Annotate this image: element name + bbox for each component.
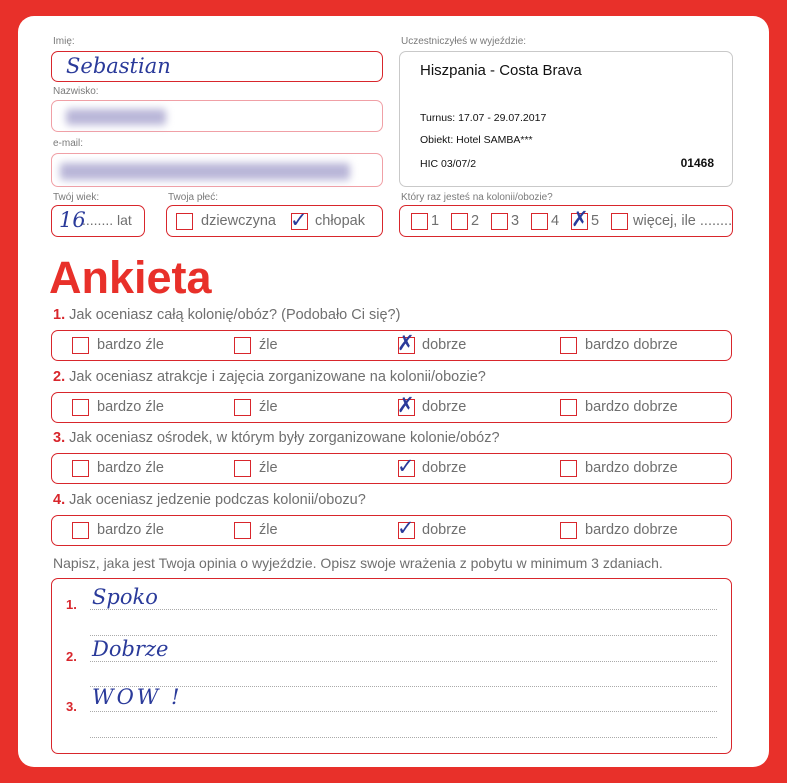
- which-time-label: Który raz jesteś na kolonii/obozie?: [401, 192, 553, 203]
- gender-label: Twoja płeć:: [168, 192, 219, 203]
- rating-row-1: [51, 330, 732, 361]
- rating-row-4: [51, 515, 732, 546]
- rating-checkbox[interactable]: [234, 399, 251, 416]
- times-checkbox-more[interactable]: [611, 213, 628, 230]
- cross-mark-icon: ✗: [397, 393, 415, 417]
- rating-checkbox[interactable]: [72, 522, 89, 539]
- question-number: 1.: [53, 307, 66, 323]
- times-option-more: więcej, ile ........: [633, 213, 733, 229]
- times-option-1: 1: [431, 213, 440, 229]
- question-3: [53, 430, 500, 446]
- times-option-2: 2: [471, 213, 480, 229]
- rating-option: dobrze: [422, 337, 467, 353]
- opinion-answer-2: Dobrze: [92, 637, 169, 661]
- question-2: [53, 369, 486, 385]
- survey-sheet: [18, 16, 769, 767]
- trip-info-box: [399, 51, 733, 187]
- opinion-dotted-line: [90, 737, 717, 738]
- rating-option: źle: [259, 399, 278, 415]
- surname-label: Nazwisko:: [53, 86, 99, 97]
- rating-checkbox[interactable]: [560, 399, 577, 416]
- name-label: Imię:: [53, 36, 75, 47]
- rating-option: bardzo dobrze: [585, 460, 678, 476]
- question-text: Jak oceniasz całą kolonię/obóz? (Podobało Ci się?): [69, 307, 401, 323]
- opinion-line-number: 2.: [66, 649, 77, 664]
- rating-option: bardzo dobrze: [585, 522, 678, 538]
- opinion-area[interactable]: [51, 578, 732, 754]
- age-suffix: ........ lat: [82, 212, 132, 228]
- email-label: e-mail:: [53, 138, 84, 149]
- age-handwriting: 16: [59, 208, 86, 232]
- opinion-answer-3: WOW !: [92, 685, 183, 709]
- surname-field[interactable]: [51, 100, 383, 132]
- rating-row-3: [51, 453, 732, 484]
- question-number: 4.: [53, 492, 66, 508]
- question-4: [53, 492, 366, 508]
- trip-title: Hiszpania - Costa Brava: [420, 62, 582, 79]
- cross-mark-icon: ✗: [397, 331, 415, 355]
- times-checkbox-1[interactable]: [411, 213, 428, 230]
- trip-number: 01468: [680, 156, 714, 170]
- rating-option: dobrze: [422, 460, 467, 476]
- trip-obiekt: Obiekt: Hotel SAMBA***: [420, 134, 533, 146]
- times-checkbox-3[interactable]: [491, 213, 508, 230]
- name-handwriting: Sebastian: [66, 54, 171, 78]
- gender-field: [166, 205, 383, 237]
- opinion-answer-1: Spoko: [92, 585, 158, 609]
- rating-option: bardzo dobrze: [585, 399, 678, 415]
- rating-checkbox[interactable]: [72, 337, 89, 354]
- rating-checkbox[interactable]: [234, 522, 251, 539]
- question-text: Jak oceniasz atrakcje i zajęcia zorganizowane na kolonii/obozie?: [69, 369, 486, 385]
- email-redaction: [60, 163, 350, 180]
- surname-redaction: [66, 109, 166, 125]
- rating-row-2: [51, 392, 732, 423]
- rating-option: bardzo źle: [97, 337, 164, 353]
- check-mark-icon: ✓: [397, 454, 415, 478]
- which-time-field: [399, 205, 733, 237]
- times-checkbox-4[interactable]: [531, 213, 548, 230]
- rating-option: bardzo źle: [97, 399, 164, 415]
- opinion-line-number: 1.: [66, 597, 77, 612]
- participant-label: Uczestniczyłeś w wyjeździe:: [401, 36, 527, 47]
- cross-mark-icon: ✗: [571, 207, 589, 231]
- opinion-dotted-line: [90, 686, 717, 687]
- opinion-dotted-line: [90, 711, 717, 712]
- rating-checkbox[interactable]: [72, 399, 89, 416]
- rating-checkbox[interactable]: [72, 460, 89, 477]
- trip-code: HIC 03/07/2: [420, 158, 477, 170]
- opinion-prompt: Napisz, jaka jest Twoja opinia o wyjeździe. Opisz swoje wrażenia z pobytu w minimum 3 zdaniach.: [53, 555, 663, 571]
- times-option-5: 5: [591, 213, 600, 229]
- times-checkbox-2[interactable]: [451, 213, 468, 230]
- rating-checkbox[interactable]: [234, 460, 251, 477]
- rating-option: dobrze: [422, 399, 467, 415]
- rating-option: źle: [259, 460, 278, 476]
- times-option-3: 3: [511, 213, 520, 229]
- opinion-dotted-line: [90, 635, 717, 636]
- rating-option: bardzo źle: [97, 522, 164, 538]
- age-field[interactable]: [51, 205, 145, 237]
- trip-turnus: Turnus: 17.07 - 29.07.2017: [420, 112, 547, 124]
- question-number: 2.: [53, 369, 66, 385]
- question-1: [53, 307, 400, 323]
- rating-option: bardzo źle: [97, 460, 164, 476]
- rating-checkbox[interactable]: [560, 460, 577, 477]
- age-label: Twój wiek:: [53, 192, 100, 203]
- times-option-4: 4: [551, 213, 560, 229]
- name-field[interactable]: [51, 51, 383, 82]
- rating-checkbox[interactable]: [234, 337, 251, 354]
- opinion-dotted-line: [90, 609, 717, 610]
- rating-option: źle: [259, 337, 278, 353]
- email-field[interactable]: [51, 153, 383, 187]
- question-number: 3.: [53, 430, 66, 446]
- gender-option-girl: dziewczyna: [201, 213, 276, 229]
- question-text: Jak oceniasz jedzenie podczas kolonii/obozu?: [69, 492, 366, 508]
- survey-title: Ankieta: [49, 252, 212, 303]
- rating-option: bardzo dobrze: [585, 337, 678, 353]
- rating-option: dobrze: [422, 522, 467, 538]
- opinion-dotted-line: [90, 661, 717, 662]
- rating-checkbox[interactable]: [560, 337, 577, 354]
- opinion-line-number: 3.: [66, 699, 77, 714]
- gender-checkbox-girl[interactable]: [176, 213, 193, 230]
- rating-checkbox[interactable]: [560, 522, 577, 539]
- question-text: Jak oceniasz ośrodek, w którym były zorganizowane kolonie/obóz?: [69, 430, 500, 446]
- check-mark-icon: ✓: [290, 208, 308, 232]
- rating-option: źle: [259, 522, 278, 538]
- check-mark-icon: ✓: [397, 516, 415, 540]
- gender-option-boy: chłopak: [315, 213, 365, 229]
